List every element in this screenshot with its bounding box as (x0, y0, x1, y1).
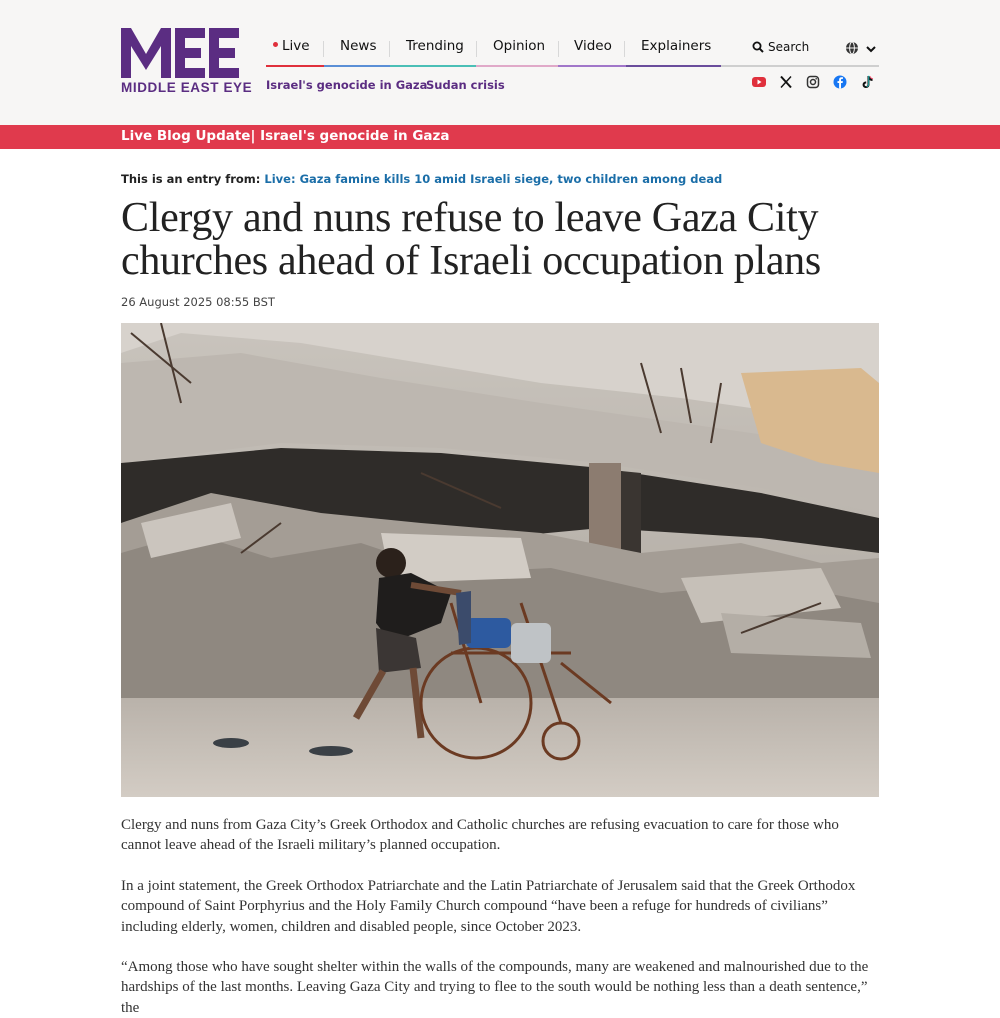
article-paragraph: Clergy and nuns from Gaza City’s Greek Orthodox and Catholic churches are refusing evacuation to care for those who cannot leave ahead of the Israeli military’s planned occupation. (121, 817, 839, 854)
sub-nav-israel-genocide-gaza[interactable]: Israel's genocide in Gaza (266, 78, 428, 92)
globe-icon (845, 41, 859, 55)
live-dot-icon (273, 42, 278, 47)
mee-logo-mark (121, 28, 239, 78)
nav-item-news[interactable]: News (340, 38, 377, 54)
nav-divider (323, 41, 324, 57)
article-paragraph: In a joint statement, the Greek Orthodox Patriarchate and the Latin Patriarchate of Jerusalem said that the Greek Orthodox compound of Saint Porphyrius and the Holy Family Church compound “have been a refuge for hundreds of civilians” including elderly, women, children and disabled people, since October 2023. (121, 878, 856, 935)
chevron-down-icon (865, 44, 877, 54)
search-icon (752, 41, 764, 53)
article-paragraph: “Among those who have sought shelter within the walls of the compounds, many are weakened and malnourished due to the hardships of the last months. Leaving Gaza City and trying to flee to the south would be nothing less than a death sentence,” the (121, 959, 869, 1016)
x-icon[interactable] (778, 74, 794, 90)
site-header (0, 0, 1000, 125)
article-hero-image (121, 323, 879, 797)
search-label: Search (768, 40, 810, 54)
entry-parent-link[interactable]: Live: Gaza famine kills 10 amid Israeli siege, two children among dead (264, 172, 723, 186)
facebook-icon[interactable] (832, 74, 848, 90)
instagram-icon[interactable] (805, 74, 821, 90)
youtube-icon[interactable] (751, 74, 767, 90)
search-button[interactable] (752, 40, 809, 54)
main-nav (266, 34, 720, 66)
nav-item-video[interactable]: Video (574, 38, 612, 54)
live-blog-banner (0, 125, 1000, 149)
entry-prefix: This is an entry from: (121, 172, 261, 186)
nav-item-opinion[interactable]: Opinion (493, 38, 546, 54)
nav-divider (476, 41, 477, 57)
nav-divider (558, 41, 559, 57)
logo-wordmark: MIDDLE EAST EYE (121, 80, 253, 95)
nav-item-explainers[interactable]: Explainers (641, 38, 712, 54)
nav-divider (624, 41, 625, 57)
article-headline: Clergy and nuns refuse to leave Gaza City churches ahead of Israeli occupation plans (121, 195, 821, 284)
language-selector[interactable] (845, 40, 877, 58)
nav-item-trending[interactable]: Trending (406, 38, 464, 54)
article-date: 26 August 2025 08:55 BST (121, 295, 275, 309)
site-logo[interactable] (121, 28, 253, 96)
entry-from-line (121, 172, 722, 186)
nav-color-underline (266, 65, 879, 67)
nav-divider (389, 41, 390, 57)
tiktok-icon[interactable] (859, 74, 875, 90)
sub-nav-sudan-crisis[interactable]: Sudan crisis (426, 78, 505, 92)
nav-item-live[interactable]: Live (273, 38, 310, 54)
live-blog-banner-link[interactable]: Live Blog Update| Israel's genocide in Gaza (121, 128, 450, 144)
